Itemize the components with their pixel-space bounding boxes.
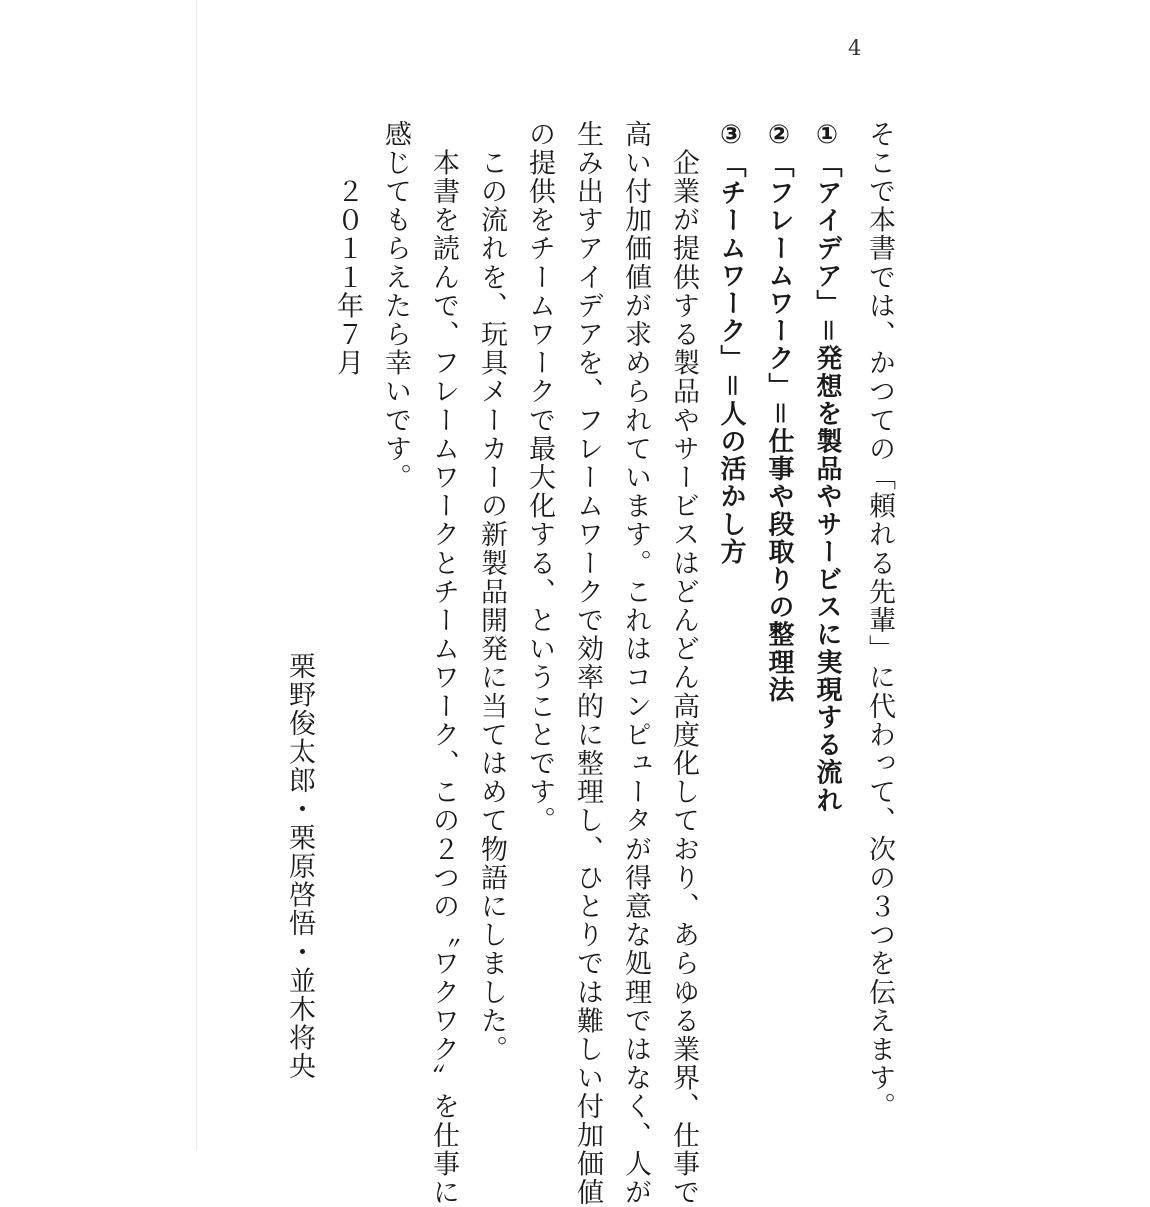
text-line-1: そこで本書では、かつての「頼れる先輩」に代わって、次の３つを伝えます。 xyxy=(864,120,895,1121)
date-line: ２０１１年７月 xyxy=(332,120,363,378)
authors-signature: 栗野俊太郎・栗原啓悟・並木将央 xyxy=(284,652,315,1081)
text-line-10: 本書を読んで、フレームワークとチームワーク、この２つの〝ワクワク〟を仕事に xyxy=(428,120,459,1207)
page-number: 4 xyxy=(848,36,862,60)
text-line-6: 高い付加価値が求められています。これはコンピュータが得意な処理ではなく、人が xyxy=(620,120,651,1207)
page-edge-divider xyxy=(196,0,197,1150)
point-1-idea: ①「アイデア」＝発想を製品やサービスに実現する流れ xyxy=(812,120,842,814)
text-line-7: 生み出すアイデアを、フレームワークで効率的に整理し、ひとりでは難しい付加価値 xyxy=(572,120,603,1207)
point-3-teamwork: ③「チームワーク」＝人の活かし方 xyxy=(716,120,746,566)
text-line-5: 企業が提供する製品やサービスはどんどん高度化しており、あらゆる業界、仕事で xyxy=(668,120,699,1207)
point-2-framework: ②「フレームワーク」＝仕事や段取りの整理法 xyxy=(764,120,794,704)
text-line-9: この流れを、玩具メーカーの新製品開発に当てはめて物語にしました。 xyxy=(476,120,507,1064)
text-line-8: の提供をチームワークで最大化する、ということです。 xyxy=(524,120,555,835)
text-line-11: 感じてもらえたら幸いです。 xyxy=(380,120,411,492)
